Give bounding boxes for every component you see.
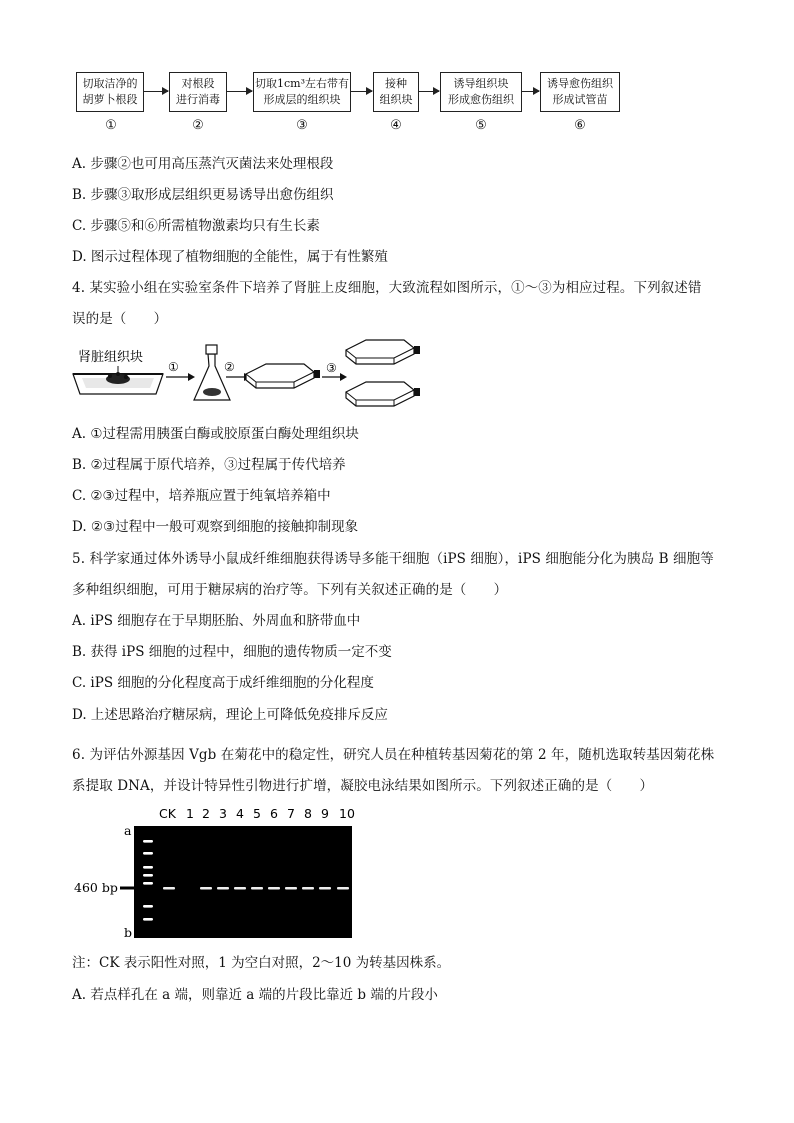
q6-stem-line1: 6. 为评估外源基因 Vgb 在菊花中的稳定性，研究人员在种植转基因菊花的第 2 年，随机选取转基因菊花株 <box>72 747 715 763</box>
q5-option-d: D. 上述思路治疗糖尿病，理论上可降低免疫排斥反应 <box>72 707 388 723</box>
lane-label-7: 7 <box>287 806 295 821</box>
process-3-label: ③ <box>326 361 337 375</box>
ladder-band <box>143 905 153 908</box>
kidney-tissue-label: 肾脏组织块 <box>78 350 144 365</box>
flow-number-2: ② <box>192 118 204 133</box>
q4-stem-line2: 误的是（ ） <box>72 311 168 327</box>
tissue-culture-flowchart <box>76 72 636 142</box>
q4-option-d: D. ②③过程中一般可观察到细胞的接触抑制现象 <box>72 519 359 535</box>
band-lane-9 <box>319 887 331 890</box>
q6-option-a: A. 若点样孔在 a 端，则靠近 a 端的片段比靠近 b 端的片段小 <box>72 987 438 1003</box>
band-lane-6 <box>268 887 280 890</box>
band-lane-8 <box>302 887 314 890</box>
gel-marker-label: 460 bp <box>74 880 118 895</box>
band-lane-3 <box>217 887 229 890</box>
q5-stem-line1: 5. 科学家通过体外诱导小鼠成纤维细胞获得诱导多能干细胞（iPS 细胞），iPS 细胞能分化为胰岛 B 细胞等 <box>72 551 714 567</box>
flow-arrow <box>419 91 439 92</box>
gel-background <box>134 826 352 938</box>
flow-step-2: 对根段 进行消毒 <box>169 72 227 112</box>
q5-option-b: B. 获得 iPS 细胞的过程中，细胞的遗传物质一定不变 <box>72 644 392 660</box>
ladder-band <box>143 840 153 843</box>
q4-option-b: B. ②过程属于原代培养，③过程属于传代培养 <box>72 457 346 473</box>
q4-option-c: C. ②③过程中，培养瓶应置于纯氧培养箱中 <box>72 488 331 504</box>
band-lane-4 <box>234 887 246 890</box>
flow-number-1: ① <box>105 118 117 133</box>
kidney-culture-figure <box>70 336 430 414</box>
band-lane-2 <box>200 887 212 890</box>
flow-step-5: 诱导组织块 形成愈伤组织 <box>440 72 522 112</box>
lane-label-10: 10 <box>339 806 355 821</box>
ladder-band <box>143 852 153 855</box>
band-lane-5 <box>251 887 263 890</box>
band-lane-10 <box>337 887 349 890</box>
flow-step-3: 切取1cm³左右带有 形成层的组织块 <box>253 72 351 112</box>
lane-label-5: 5 <box>253 806 261 821</box>
ladder-band <box>143 882 153 885</box>
q4-stem-line1: 4. 某实验小组在实验室条件下培养了肾脏上皮细胞，大致流程如图所示，①～③为相应过程。下列叙述错 <box>72 280 702 296</box>
q5-stem-line2: 多种组织细胞，可用于糖尿病的治疗等。下列有关叙述正确的是（ ） <box>72 582 508 598</box>
lane-label-8: 8 <box>304 806 312 821</box>
flow-number-3: ③ <box>296 118 308 133</box>
gel-electrophoresis-figure <box>72 804 362 940</box>
q4-option-a: A. ①过程需用胰蛋白酶或胶原蛋白酶处理组织块 <box>72 426 359 442</box>
q3-option-d: D. 图示过程体现了植物细胞的全能性，属于有性繁殖 <box>72 249 388 265</box>
q5-option-a: A. iPS 细胞存在于早期胚胎、外周血和脐带血中 <box>72 613 361 629</box>
lane-label-1: 1 <box>186 806 194 821</box>
band-lane-7 <box>285 887 297 890</box>
q3-option-b: B. 步骤③取形成层组织更易诱导出愈伤组织 <box>72 187 334 203</box>
ladder-band <box>143 918 153 921</box>
flow-arrow <box>227 91 252 92</box>
lane-label-9: 9 <box>321 806 329 821</box>
gel-top-label: a <box>124 823 132 838</box>
lane-label-4: 4 <box>236 806 244 821</box>
flow-number-5: ⑤ <box>475 118 487 133</box>
flow-number-4: ④ <box>390 118 402 133</box>
flow-step-4: 接种 组织块 <box>373 72 419 112</box>
lane-label-3: 3 <box>219 806 227 821</box>
lane-label-ck: CK <box>159 806 176 821</box>
flow-arrow <box>522 91 539 92</box>
process-2-label: ② <box>224 360 235 374</box>
q5-option-c: C. iPS 细胞的分化程度高于成纤维细胞的分化程度 <box>72 675 374 691</box>
gel-bottom-label: b <box>124 925 133 940</box>
band-lane-ck <box>163 887 175 890</box>
q6-note: 注：CK 表示阳性对照，1 为空白对照，2～10 为转基因株系。 <box>72 955 451 971</box>
flow-number-6: ⑥ <box>574 118 586 133</box>
q3-option-a: A. 步骤②也可用高压蒸汽灭菌法来处理根段 <box>72 156 334 172</box>
lane-label-6: 6 <box>270 806 278 821</box>
lane-labels <box>159 806 355 821</box>
ladder-band <box>143 874 153 877</box>
ladder-band <box>143 866 153 869</box>
flow-step-6: 诱导愈伤组织 形成试管苗 <box>540 72 620 112</box>
flow-step-1: 切取洁净的 胡萝卜根段 <box>76 72 144 112</box>
process-1-label: ① <box>168 360 179 374</box>
q6-stem-line2: 系提取 DNA，并设计特异性引物进行扩增，凝胶电泳结果如图所示。下列叙述正确的是（ ） <box>72 778 654 794</box>
lane-label-2: 2 <box>202 806 210 821</box>
flow-arrow <box>351 91 372 92</box>
q3-option-c: C. 步骤⑤和⑥所需植物激素均只有生长素 <box>72 218 320 234</box>
flow-arrow <box>144 91 168 92</box>
